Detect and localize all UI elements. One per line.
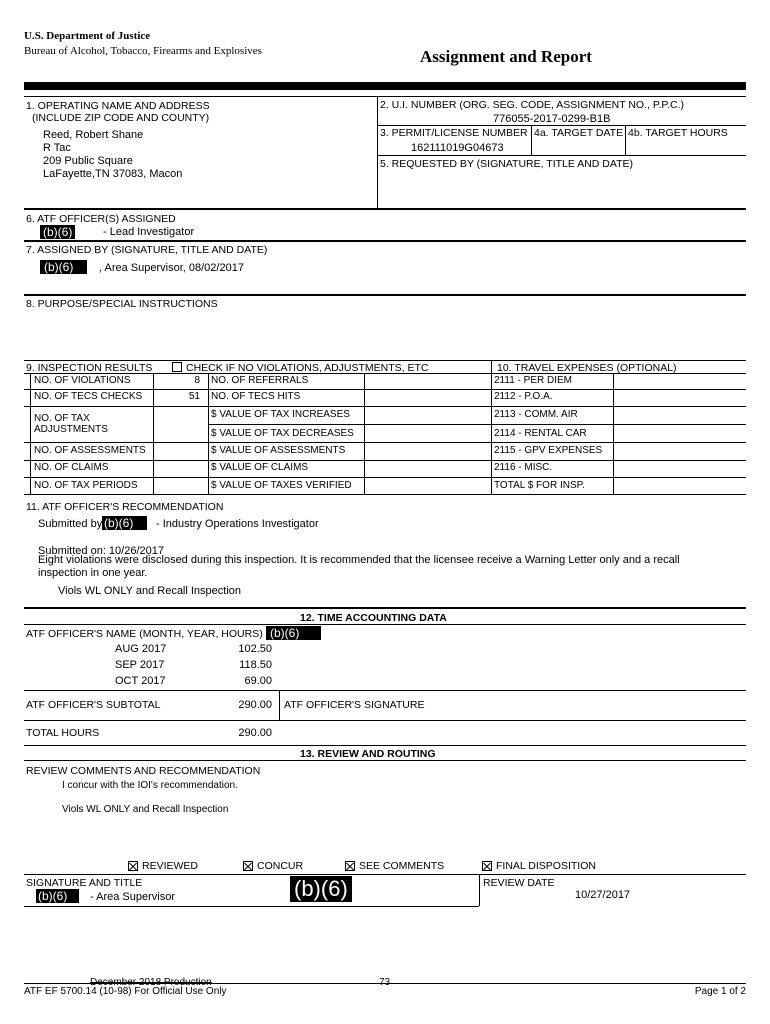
- signature-title-label: SIGNATURE AND TITLE: [26, 877, 143, 889]
- s1-label: 1. OPERATING NAME AND ADDRESS: [26, 100, 210, 112]
- review-comments-label: REVIEW COMMENTS AND RECOMMENDATION: [26, 765, 261, 777]
- rule: [24, 745, 746, 746]
- final-disposition-checkbox[interactable]: [482, 861, 492, 871]
- rule: [24, 406, 746, 407]
- taxes-verified-label: $ VALUE OF TAXES VERIFIED: [211, 480, 352, 491]
- submitted-by-label: Submitted by: [38, 518, 103, 530]
- header-bar: [24, 82, 746, 90]
- rule: [279, 690, 280, 720]
- s1-label-sub: (INCLUDE ZIP CODE AND COUNTY): [32, 112, 210, 124]
- redaction-assigned-by: (b)(6): [40, 260, 87, 274]
- officer-signature-label: ATF OFFICER'S SIGNATURE: [284, 699, 425, 711]
- rule: [24, 208, 746, 210]
- officer-role: - Lead Investigator: [103, 226, 195, 238]
- claims-label: NO. OF CLAIMS: [34, 462, 109, 473]
- rule: [24, 906, 479, 907]
- production-number: 73: [379, 977, 391, 988]
- travel-item: 2114 - RENTAL CAR: [494, 428, 587, 439]
- s4a-label: 4a. TARGET DATE: [534, 127, 624, 139]
- violations-count: 8: [194, 375, 200, 386]
- submitted-on: Submitted on: 10/26/2017: [38, 545, 164, 557]
- tax-decreases-label: $ VALUE OF TAX DECREASES: [211, 428, 354, 439]
- rule: [377, 96, 378, 208]
- s4b-label: 4b. TARGET HOURS: [628, 127, 728, 139]
- officer-name-label: ATF OFFICER'S NAME (MONTH, YEAR, HOURS): [26, 628, 263, 640]
- operating-street: 209 Public Square: [43, 155, 133, 167]
- review-comment-result: Viols WL ONLY and Recall Inspection: [62, 804, 229, 815]
- form-identifier: ATF EF 5700.14 (10-98) For Official Use Only: [24, 986, 227, 997]
- rule: [24, 720, 746, 721]
- rule: [24, 240, 746, 242]
- rule: [625, 125, 626, 155]
- redaction-officer: (b)(6): [40, 225, 75, 239]
- s5-label: 5. REQUESTED BY (SIGNATURE, TITLE AND DATE): [380, 158, 634, 170]
- recommendation-text: Eight violations were disclosed during this inspection. It is recommended that the licensee receive a Warning Letter only and a recall: [38, 554, 680, 566]
- travel-item: 2116 - MISC.: [494, 462, 553, 473]
- assessments-label: NO. OF ASSESSMENTS: [34, 445, 146, 456]
- rule: [24, 389, 746, 390]
- rule: [24, 607, 746, 609]
- s8-label: 8. PURPOSE/SPECIAL INSTRUCTIONS: [26, 298, 218, 310]
- rule: [24, 494, 746, 495]
- submitter-role: - Industry Operations Investigator: [156, 518, 319, 530]
- tax-adj-label: NO. OF TAX: [34, 413, 90, 424]
- rule: [24, 460, 746, 461]
- month-label: SEP 2017: [115, 659, 165, 671]
- s7-label: 7. ASSIGNED BY (SIGNATURE, TITLE AND DATE): [26, 244, 268, 256]
- final-disposition-label: FINAL DISPOSITION: [496, 860, 596, 872]
- rule: [377, 125, 746, 126]
- redaction-time-officer: (b)(6): [266, 626, 321, 640]
- total-hours-label: TOTAL HOURS: [26, 727, 100, 739]
- concur-label: CONCUR: [257, 860, 304, 872]
- rule: [24, 373, 746, 374]
- rule: [613, 373, 614, 494]
- recommendation-result: Viols WL ONLY and Recall Inspection: [58, 585, 242, 597]
- reviewer-role: - Area Supervisor: [90, 891, 175, 903]
- see-comments-label: SEE COMMENTS: [359, 860, 445, 872]
- travel-item: 2115 - GPV EXPENSES: [494, 445, 603, 456]
- rule: [24, 96, 746, 97]
- month-hours: 69.00: [244, 675, 272, 687]
- redaction-submitter: (b)(6): [102, 516, 147, 530]
- travel-item: 2111 - PER DIEM: [494, 375, 572, 386]
- rule: [24, 360, 746, 361]
- rule: [153, 373, 154, 494]
- s6-label: 6. ATF OFFICER(S) ASSIGNED: [26, 213, 176, 225]
- rule: [364, 373, 365, 494]
- rule: [208, 424, 746, 425]
- travel-item: TOTAL $ FOR INSP.: [494, 480, 585, 491]
- operating-dba: R Tac: [43, 142, 71, 154]
- redaction-reviewer: (b)(6): [36, 889, 79, 903]
- review-comment: I concur with the IOI's recommendation.: [62, 780, 238, 791]
- subtotal-value: 290.00: [238, 699, 272, 711]
- form-title: Assignment and Report: [420, 47, 592, 66]
- review-date: 10/27/2017: [575, 889, 631, 901]
- tax-periods-label: NO. OF TAX PERIODS: [34, 480, 138, 491]
- operating-name: Reed, Robert Shane: [43, 129, 144, 141]
- travel-item: 2113 - COMM. AIR: [494, 409, 578, 420]
- rule: [24, 294, 746, 296]
- rule: [24, 442, 746, 443]
- recommendation-text-cont: inspection in one year.: [38, 567, 148, 579]
- month-hours: 118.50: [239, 659, 272, 671]
- violations-label: NO. OF VIOLATIONS: [34, 375, 131, 386]
- tecs-hits-label: NO. OF TECS HITS: [211, 391, 301, 402]
- s10-label: 10. TRAVEL EXPENSES (OPTIONAL): [497, 362, 677, 374]
- reviewed-label: REVIEWED: [142, 860, 199, 872]
- concur-checkbox[interactable]: [243, 861, 253, 871]
- redaction-signature: (b)(6): [290, 876, 352, 902]
- no-violations-label: CHECK IF NO VIOLATIONS, ADJUSTMENTS, ETC: [186, 362, 429, 374]
- license-number: 162111019G04673: [411, 142, 504, 154]
- operating-city: LaFayette,TN 37083, Macon: [43, 168, 183, 180]
- s9-label: 9. INSPECTION RESULTS: [26, 362, 153, 374]
- rule: [24, 760, 746, 761]
- rule: [531, 125, 532, 155]
- subtotal-label: ATF OFFICER'S SUBTOTAL: [26, 699, 161, 711]
- rule: [208, 373, 209, 494]
- no-violations-checkbox[interactable]: [172, 362, 182, 372]
- ui-number: 776055-2017-0299-B1B: [493, 113, 611, 125]
- value-assessments-label: $ VALUE OF ASSESSMENTS: [211, 445, 346, 456]
- rule: [491, 360, 492, 494]
- tecs-label: NO. OF TECS CHECKS: [34, 391, 143, 402]
- rule: [24, 477, 746, 478]
- bureau-name: Bureau of Alcohol, Tobacco, Firearms and Explosives: [24, 45, 262, 57]
- review-date-label: REVIEW DATE: [483, 877, 555, 889]
- s13-title: 13. REVIEW AND ROUTING: [300, 748, 436, 760]
- s12-title: 12. TIME ACCOUNTING DATA: [300, 612, 447, 624]
- month-hours: 102.50: [238, 643, 272, 655]
- assigned-by-value: , Area Supervisor, 08/02/2017: [99, 262, 244, 274]
- see-comments-checkbox[interactable]: [345, 861, 355, 871]
- value-claims-label: $ VALUE OF CLAIMS: [211, 462, 309, 473]
- rule: [24, 690, 746, 691]
- rule: [377, 155, 746, 156]
- department-name: U.S. Department of Justice: [24, 30, 151, 42]
- rule: [24, 874, 746, 875]
- rule: [479, 874, 480, 906]
- reviewed-checkbox[interactable]: [128, 861, 138, 871]
- referrals-label: NO. OF REFERRALS: [211, 375, 309, 386]
- travel-item: 2112 - P.O.A.: [494, 391, 553, 402]
- tax-increases-label: $ VALUE OF TAX INCREASES: [211, 409, 350, 420]
- page-number: Page 1 of 2: [694, 986, 746, 997]
- s3-label: 3. PERMIT/LICENSE NUMBER: [380, 127, 528, 139]
- tax-adj-label-sub: ADJUSTMENTS: [34, 424, 108, 435]
- rule: [24, 983, 746, 984]
- rule: [24, 624, 746, 625]
- s11-label: 11. ATF OFFICER'S RECOMMENDATION: [26, 501, 224, 513]
- month-label: OCT 2017: [115, 675, 166, 687]
- production-stamp: December 2018 Production: [90, 977, 212, 988]
- month-label: AUG 2017: [115, 643, 167, 655]
- rule: [30, 373, 31, 494]
- total-hours-value: 290.00: [238, 727, 272, 739]
- tecs-count: 51: [188, 391, 200, 402]
- s2-label: 2. U.I. NUMBER (ORG. SEG. CODE, ASSIGNMENT NO., P.P.C.): [380, 99, 684, 111]
